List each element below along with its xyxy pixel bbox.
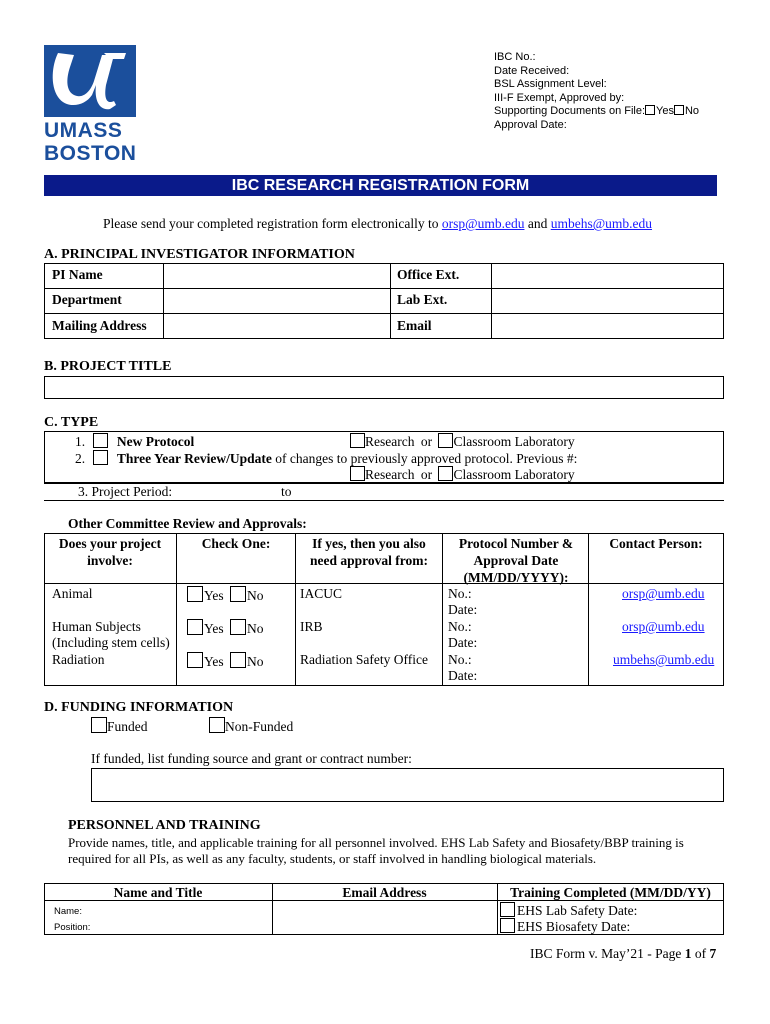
supporting-docs-label: Supporting Documents on File:: [494, 105, 646, 118]
date-received-label: Date Received:: [494, 64, 570, 77]
personnel-position-label: Position:: [54, 922, 91, 933]
logo-text-umass: UMASS: [44, 119, 123, 142]
committee-heading: Other Committee Review and Approvals:: [68, 516, 307, 531]
row-date-label: Date:: [448, 602, 478, 617]
row-committee: IACUC: [300, 586, 343, 601]
row-yes-no: Yes No: [187, 652, 264, 670]
row-subject: Animal: [52, 586, 93, 601]
form-title-bar: [44, 175, 717, 196]
instructions-text: Please send your completed registration form electronically to: [103, 216, 439, 231]
row-no-label: No.:: [448, 652, 472, 667]
supporting-docs-no-label: No: [684, 105, 700, 118]
row-date-label: Date:: [448, 668, 478, 683]
project-period-label: 3. Project Period:: [78, 484, 173, 499]
lab-ext-label: Lab Ext.: [397, 292, 448, 307]
review-research-checkbox[interactable]: [350, 466, 365, 481]
row-subject: Human Subjects (Including stem cells): [52, 619, 170, 650]
new-classroom-checkbox[interactable]: [438, 433, 453, 448]
personnel-text-2: required for all PIs, as well as any faculty, students, or staff involved in handling biological materials.: [68, 851, 597, 866]
row-contact-link[interactable]: orsp@umb.edu: [622, 586, 705, 601]
approval-date-label: Approval Date:: [494, 118, 567, 131]
radiation-no-checkbox[interactable]: [230, 652, 246, 668]
page-footer: [530, 946, 716, 962]
new-protocol-checkbox[interactable]: [93, 433, 108, 448]
footer-of: of: [694, 946, 707, 961]
instructions-line: [103, 216, 652, 232]
animal-yes-checkbox[interactable]: [187, 586, 203, 602]
bsl-level-label: BSL Assignment Level:: [494, 78, 607, 91]
personnel-email-field[interactable]: [274, 902, 495, 933]
new-protocol-label: New Protocol: [116, 434, 195, 449]
form-title: IBC RESEARCH REGISTRATION FORM: [231, 177, 530, 194]
email-label: Email: [397, 318, 432, 333]
animal-no-checkbox[interactable]: [230, 586, 246, 602]
iiif-exempt-label: III-F Exempt, Approved by:: [494, 91, 625, 104]
lab-safety-checkbox[interactable]: [500, 902, 515, 917]
section-d-heading: D. FUNDING INFORMATION: [44, 700, 234, 715]
header-check-one: Check One:: [201, 536, 271, 551]
row-committee: Radiation Safety Office: [300, 652, 428, 667]
row-yes-no: Yes No: [187, 586, 264, 604]
three-year-review-checkbox[interactable]: [93, 450, 108, 465]
ibc-no-label: IBC No.:: [494, 51, 536, 63]
section-a-heading: A. PRINCIPAL INVESTIGATOR INFORMATION: [44, 247, 355, 262]
logo-text-boston: BOSTON: [44, 142, 137, 165]
col-email: Email Address: [342, 885, 427, 900]
email-field[interactable]: [493, 315, 722, 337]
office-ext-field[interactable]: [493, 265, 722, 286]
umass-boston-logo: [44, 45, 136, 170]
mailing-address-field[interactable]: [165, 315, 388, 337]
new-research-checkbox[interactable]: [350, 433, 365, 448]
project-title-field[interactable]: [44, 376, 724, 399]
human-subjects-no-checkbox[interactable]: [230, 619, 246, 635]
personnel-name-label: Name:: [54, 906, 82, 917]
header-contact: Contact Person:: [609, 536, 703, 551]
if-funded-label: If funded, list funding source and grant or contract number:: [91, 751, 412, 766]
mailing-address-label: Mailing Address: [52, 318, 147, 333]
type-item-2: 2. Three Year Review/Update of changes to previously approved protocol. Previous #:: [75, 451, 578, 466]
three-year-review-rest: of changes to previously approved protocol. Previous #:: [275, 451, 578, 466]
review-classroom-checkbox[interactable]: [438, 466, 453, 481]
office-use-block: [494, 51, 699, 133]
supporting-docs-yes-checkbox[interactable]: [645, 105, 655, 115]
header-approval-from: If yes, then you also need approval from:: [310, 536, 428, 568]
row-no-label: No.:: [448, 586, 472, 601]
instructions-and: and: [527, 216, 548, 231]
header-protocol: Protocol Number & Approval Date (MM/DD/YYYY):: [458, 536, 574, 585]
human-subjects-yes-checkbox[interactable]: [187, 619, 203, 635]
row-committee: IRB: [300, 619, 323, 634]
col-name-title: Name and Title: [113, 885, 203, 900]
pi-name-label: PI Name: [52, 267, 103, 282]
col-training: Training Completed (MM/DD/YY): [510, 885, 711, 900]
three-year-review-label: Three Year Review/Update: [116, 451, 272, 466]
section-b-heading: B. PROJECT TITLE: [44, 359, 172, 374]
type-item-1-options: Research or Classroom Laboratory: [350, 433, 575, 450]
row-date-label: Date:: [448, 635, 478, 650]
department-field[interactable]: [165, 290, 388, 311]
footer-total: 7: [709, 946, 717, 961]
project-period-end-field[interactable]: [296, 484, 416, 500]
type-item-1: 1. New Protocol: [75, 434, 195, 449]
personnel-heading: PERSONNEL AND TRAINING: [68, 818, 261, 833]
radiation-yes-checkbox[interactable]: [187, 652, 203, 668]
lab-safety-option: EHS Lab Safety Date:: [500, 902, 637, 919]
department-label: Department: [52, 292, 122, 307]
funded-checkbox[interactable]: [91, 717, 107, 733]
non-funded-option: Non-Funded: [209, 717, 293, 735]
row-subject: Radiation: [52, 652, 105, 667]
supporting-docs-yes-label: Yes: [656, 105, 674, 118]
supporting-docs-no-checkbox[interactable]: [674, 105, 684, 115]
non-funded-checkbox[interactable]: [209, 717, 225, 733]
orsp-email-link[interactable]: orsp@umb.edu: [441, 216, 525, 231]
biosafety-checkbox[interactable]: [500, 918, 515, 933]
header-involve: Does your project involve:: [58, 536, 162, 568]
funded-option: Funded: [91, 717, 148, 735]
row-contact-link[interactable]: orsp@umb.edu: [622, 619, 705, 634]
project-period-to: to: [281, 484, 292, 499]
pi-name-field[interactable]: [165, 265, 388, 286]
footer-prefix: IBC Form v. May’21 - Page: [530, 946, 682, 961]
footer-page: 1: [684, 946, 692, 961]
supporting-docs-row: [494, 105, 699, 119]
funding-source-field[interactable]: [91, 768, 724, 802]
personnel-text-1: Provide names, title, and applicable training for all personnel involved. EHS Lab Safety and Biosafety/BBP training is: [68, 835, 684, 850]
lab-ext-field[interactable]: [493, 290, 722, 311]
row-contact-link[interactable]: umbehs@umb.edu: [613, 652, 715, 667]
logo-mark-icon: [44, 45, 136, 117]
umbehs-email-link[interactable]: umbehs@umb.edu: [550, 216, 653, 231]
row-yes-no: Yes No: [187, 619, 264, 637]
office-ext-label: Office Ext.: [397, 267, 460, 282]
section-c-heading: C. TYPE: [44, 415, 99, 430]
type-item-2-options: Research or Classroom Laboratory: [350, 466, 575, 483]
project-period-start-field[interactable]: [185, 484, 277, 500]
row-no-label: No.:: [448, 619, 472, 634]
biosafety-option: EHS Biosafety Date:: [500, 918, 630, 935]
